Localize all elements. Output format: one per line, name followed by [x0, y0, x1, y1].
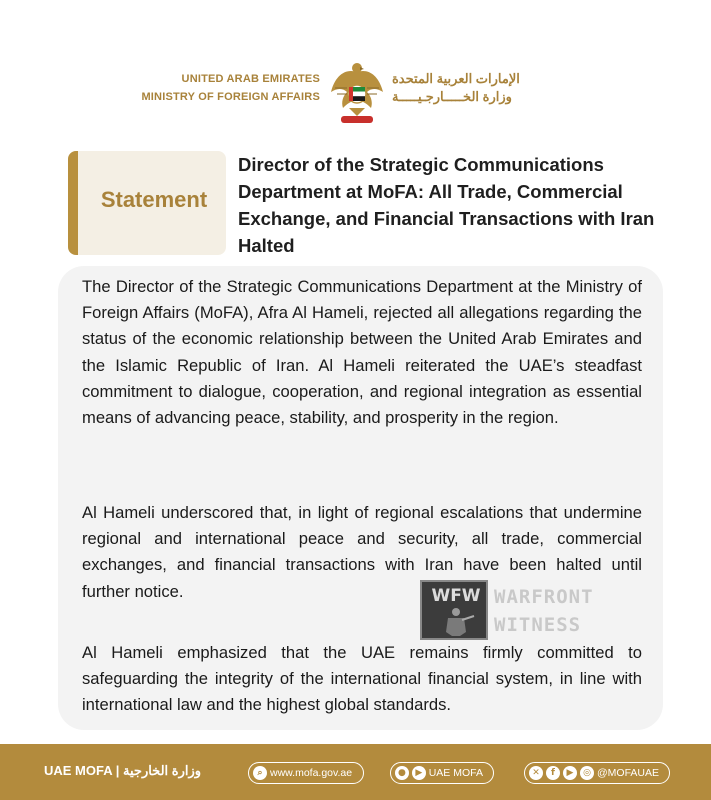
paragraph-3: Al Hameli emphasized that the UAE remains firmly committed to safeguarding the integrity of the international financial system, in line with international law and the highest global standards. [82, 643, 642, 715]
search-icon: ⌕ [253, 766, 267, 780]
website-label: www.mofa.gov.ae [270, 767, 353, 779]
ministry-header [0, 58, 711, 130]
x-icon: ✕ [529, 766, 543, 780]
youtube-link[interactable] [390, 762, 494, 784]
youtube-icon: ▶ [563, 766, 577, 780]
social-media-links[interactable] [524, 762, 670, 784]
instagram-icon: ◎ [580, 766, 594, 780]
watermark [420, 580, 610, 642]
website-link[interactable] [248, 762, 364, 784]
facebook-icon: f [546, 766, 560, 780]
brand-circle-icon: ● [395, 766, 409, 780]
watermark-initials: WFW [431, 586, 481, 606]
youtube-label: UAE MOFA [428, 767, 483, 779]
footer-brand [44, 763, 201, 779]
statement-tag [68, 151, 226, 255]
soldier-icon [436, 606, 476, 638]
uae-emblem-icon [327, 58, 387, 128]
social-handle: @MOFAUAE [597, 767, 660, 779]
statement-title: Director of the Strategic Communications Department at MoFA: All Trade, Commercial Exchange, and Financial Transactions with Iran Halted [238, 154, 655, 256]
paragraph-1: The Director of the Strategic Communications Department at the Ministry of Foreign Affairs (MoFA), Afra Al Hameli, rejected all allegations regarding the status of the economic relationship between the United Arab Emirates and the Islamic Republic of Iran. Al Hameli reiterated the UAE’s steadfast commitment to dialogue, cooperation, and regional integration as essential means of advancing peace, stability, and prosperity in the region. [82, 277, 642, 428]
paragraph-2: Al Hameli underscored that, in light of regional escalations that undermine regional and international peace and security, all trade, commercial exchanges, and financial transactions with Iran have been halted until further notice. [82, 503, 642, 601]
footer-bar [0, 744, 711, 800]
ministry-name-arabic: الإمارات العربية المتحدة وزارة الخـــــارجـيـــــة [392, 71, 520, 104]
ministry-name-english: UNITED ARAB EMIRATES MINISTRY OF FOREIGN AFFAIRS [141, 73, 320, 103]
watermark-logo [420, 580, 488, 640]
youtube-icon: ▶ [412, 766, 426, 780]
statement-label: Statement [100, 187, 208, 212]
tag-accent-bar [68, 151, 78, 255]
footer-brand-arabic: وزارة الخارجية [123, 763, 202, 778]
watermark-text-1: WARFRONT [494, 586, 594, 608]
watermark-text-2: WITNESS [494, 614, 582, 636]
footer-brand-english: UAE MOFA | [44, 763, 120, 778]
